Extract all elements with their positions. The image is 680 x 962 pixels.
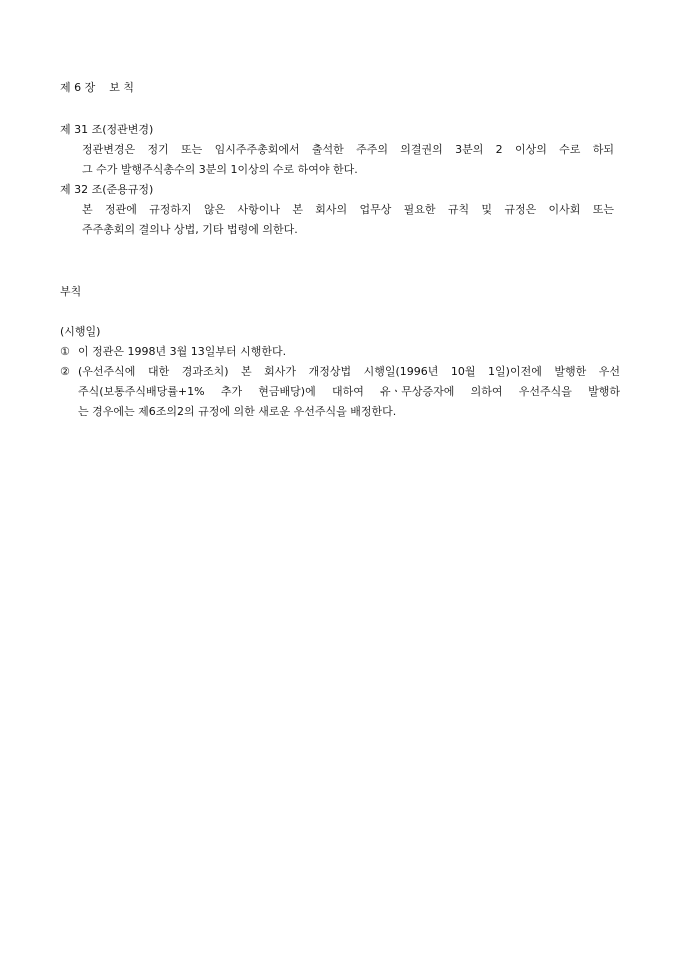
article-32-line-1: 본 정관에 규정하지 않은 사항이나 본 회사의 업무상 필요한 규칙 및 규정은 이사회 또는 [82, 203, 614, 216]
article-31-line-2: 그 수가 발행주식총수의 3분의 1이상의 수로 하여야 한다. [82, 163, 358, 176]
addenda-item-2-marker: ② [60, 365, 70, 378]
article-32-heading: 제 32 조(준용규정) [60, 183, 154, 196]
addenda-heading: 부칙 [60, 285, 82, 298]
article-32-line-2: 주주총회의 결의나 상법, 기타 법령에 의한다. [82, 223, 298, 236]
addenda-item-2-line-2: 주식(보통주식배당률+1% 추가 현금배당)에 대하여 유ㆍ무상증자에 의하여 우선주식을 발행하 [78, 385, 620, 398]
article-31-line-1: 정관변경은 정기 또는 임시주주총회에서 출석한 주주의 의결권의 3분의 2 이상의 수로 하되 [82, 143, 614, 156]
chapter-heading: 제 6 장 보 칙 [60, 81, 134, 94]
addenda-item-2-line-1: (우선주식에 대한 경과조치) 본 회사가 개정상법 시행일(1996년 10월 1일)이전에 발행한 우선 [78, 365, 620, 378]
addenda-subheading: (시행일) [60, 325, 101, 338]
addenda-item-1-line-1: 이 정관은 1998년 3월 13일부터 시행한다. [78, 345, 287, 358]
article-31-heading: 제 31 조(정관변경) [60, 123, 154, 136]
addenda-item-1-marker: ① [60, 345, 70, 358]
addenda-item-2-line-3: 는 경우에는 제6조의2의 규정에 의한 새로운 우선주식을 배정한다. [78, 405, 397, 418]
